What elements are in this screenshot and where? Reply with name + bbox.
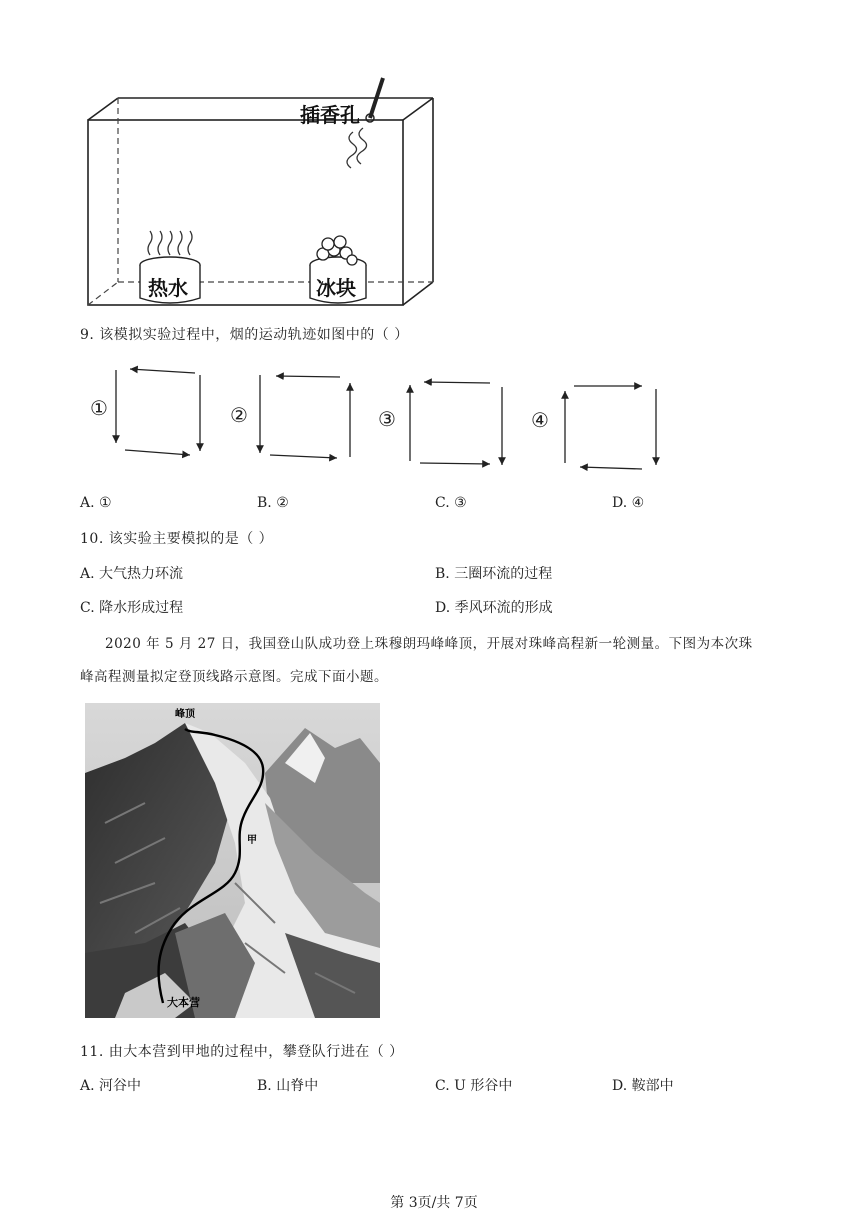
q10-option-c[interactable]: C. 降水形成过程: [80, 600, 184, 616]
passage-line-2: 峰高程测量拟定登顶线路示意图。完成下面小题。: [80, 669, 388, 685]
q9-diagrams: [90, 365, 690, 475]
q9-option-d[interactable]: D. ④: [612, 495, 645, 511]
diagram-label-1: ①: [90, 396, 108, 420]
q11-option-d[interactable]: D. 鞍部中: [612, 1078, 674, 1094]
q10-stem: 10. 该实验主要模拟的是（ ）: [80, 531, 274, 547]
q11-option-a[interactable]: A. 河谷中: [80, 1078, 142, 1094]
experiment-figure: [78, 70, 448, 315]
q11-stem: 11. 由大本营到甲地的过程中，攀登队行进在（ ）: [80, 1044, 404, 1060]
q9-option-c[interactable]: C. ③: [435, 495, 467, 511]
mountain-figure: [85, 703, 380, 1018]
q10-option-d[interactable]: D. 季风环流的形成: [435, 600, 553, 616]
ice-label: 冰块: [316, 276, 356, 300]
diagram-label-4: ④: [531, 408, 549, 432]
diagram-1-arrows: [116, 369, 200, 455]
q11-option-c[interactable]: C. U 形谷中: [435, 1078, 513, 1094]
experiment-box-drawing: [78, 70, 448, 315]
q10-option-b[interactable]: B. 三圈环流的过程: [435, 566, 553, 582]
q9-option-a[interactable]: A. ①: [80, 495, 112, 511]
diagram-label-2: ②: [230, 403, 248, 427]
diagram-label-3: ③: [378, 407, 396, 431]
passage-line-1: 2020 年 5 月 27 日，我国登山队成功登上珠穆朗玛峰峰顶，开展对珠峰高程新一轮测量。下图为本次珠: [105, 636, 753, 652]
circulation-diagrams: [90, 365, 690, 475]
base-camp-label: 大本营: [167, 996, 200, 1009]
diagram-4-arrows: [565, 386, 656, 469]
q9-stem: 9. 该模拟实验过程中，烟的运动轨迹如图中的（ ）: [80, 327, 409, 343]
jia-label: 甲: [247, 835, 257, 846]
incense-hole-label: 插香孔: [300, 103, 360, 127]
diagram-3-arrows: [410, 382, 502, 465]
page-footer: 第 3页/共 7页: [390, 1195, 478, 1211]
q10-option-a[interactable]: A. 大气热力环流: [80, 566, 184, 582]
diagram-2-arrows: [260, 375, 350, 458]
summit-label: 峰顶: [175, 709, 195, 720]
q9-option-b[interactable]: B. ②: [257, 495, 289, 511]
everest-route-photo: [85, 703, 380, 1018]
hot-water-label: 热水: [148, 276, 188, 300]
q11-option-b[interactable]: B. 山脊中: [257, 1078, 319, 1094]
